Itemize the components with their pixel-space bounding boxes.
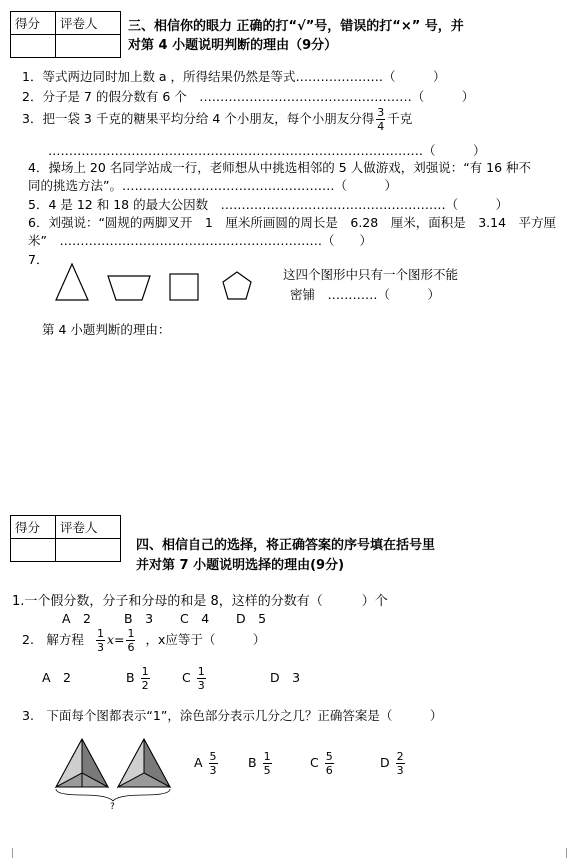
reason-label: 第 4 小题判断的理由： — [42, 322, 171, 337]
question-item: 6．刘强说：“圆规的两脚叉开 1 厘米所画圆的周长是 6.28 厘米，面积是 3.14 平方厘 — [28, 215, 557, 230]
option-c: C $\frac{5}{6}$ — [310, 750, 333, 777]
trapezoid-shape — [108, 276, 150, 300]
shapes-figure — [50, 262, 270, 304]
pentagon-shape — [223, 272, 251, 299]
score-label: 得分 — [11, 12, 56, 35]
question-continuation: 同的挑选方法”。……………………………………………（ ） — [28, 178, 397, 193]
fraction: $\frac{1}{3}$ — [197, 665, 205, 692]
triangle-figure — [56, 739, 108, 787]
score-cell[interactable] — [11, 35, 56, 58]
section-subtitle: 对第 4 小题说明判断的理由（9分） — [128, 38, 338, 53]
fraction: $\frac{1}{6}$ — [127, 627, 135, 654]
option-c: C 4 — [180, 611, 210, 626]
question-item — [22, 628, 265, 653]
score-cell[interactable] — [11, 539, 56, 562]
fraction: $\frac{5}{3}$ — [209, 750, 217, 777]
triangle-shape — [56, 264, 88, 300]
grader-cell[interactable] — [56, 35, 121, 58]
question-item: 3. 下面每个图都表示“1”，涂色部分表示几分之几？正确答案是（ ） — [22, 708, 443, 723]
fraction: $\frac{2}{3}$ — [396, 750, 404, 777]
question-item: 5．4 是 12 和 18 的最大公因数 ………………………………………………（ ） — [28, 197, 509, 212]
option-row — [42, 666, 300, 691]
question-text: ，x应等于（ ） — [145, 632, 266, 647]
page-edge-mark — [566, 848, 567, 858]
option-b: B $\frac{1}{5}$ — [248, 750, 271, 777]
question-continuation: 密铺 …………（ ） — [290, 287, 441, 302]
question-item: 2．分子是 7 的假分数有 6 个 ……………………………………………（ ） — [22, 89, 475, 104]
page-edge-mark — [12, 848, 13, 858]
fraction: $\frac{3}{4}$ — [377, 106, 385, 133]
reason-answer-area[interactable] — [42, 340, 542, 500]
option-b: B $\frac{1}{2}$ — [126, 665, 149, 692]
variable-x: x — [106, 632, 114, 647]
question-item: 1．等式两边同时加上数 a ，所得结果仍然是等式…………………（ ） — [22, 69, 446, 84]
question-label: 2. 解方程 — [22, 632, 84, 647]
fraction: $\frac{1}{2}$ — [141, 665, 149, 692]
brace-shape — [56, 789, 170, 801]
question-mark: ? — [110, 802, 115, 810]
option-row — [194, 751, 407, 776]
triangles-figure — [52, 735, 182, 810]
question-item: 1.一个假分数，分子和分母的和是 8，这样的分数有（ ）个 — [12, 594, 388, 609]
grader-label: 评卷人 — [56, 12, 121, 35]
option-row — [62, 609, 266, 627]
unit-text: 千克 — [387, 111, 413, 126]
option-b: B 3 — [124, 611, 154, 626]
section-title: 四、相信自己的选择，将正确答案的序号填在括号里 — [136, 538, 436, 553]
option-a: A $\frac{5}{3}$ — [194, 750, 217, 777]
square-shape — [170, 274, 198, 300]
fraction: $\frac{1}{3}$ — [96, 627, 104, 654]
option-d: D 3 — [270, 670, 301, 685]
score-table — [10, 515, 121, 562]
fraction: $\frac{5}{6}$ — [325, 750, 333, 777]
option-d: D 5 — [236, 611, 267, 626]
option-a: A 2 — [42, 670, 72, 685]
question-text: 3．把一袋 3 千克的糖果平均分给 4 个小朋友，每个小朋友分得 — [22, 111, 375, 126]
question-continuation: ………………………………………………………………………………（ ） — [48, 143, 486, 158]
score-label: 得分 — [11, 516, 56, 539]
question-number: 7． — [28, 252, 49, 267]
fraction: $\frac{1}{5}$ — [263, 750, 271, 777]
grader-cell[interactable] — [56, 539, 121, 562]
triangle-figure — [118, 739, 170, 787]
grader-label: 评卷人 — [56, 516, 121, 539]
section-subtitle: 并对第 7 小题说明选择的理由(9分) — [136, 558, 345, 573]
section-title: 三、相信你的眼力 正确的打“√”号，错误的打“×” 号，并 — [128, 19, 464, 34]
option-a: A 2 — [62, 611, 92, 626]
option-c: C $\frac{1}{3}$ — [182, 665, 205, 692]
question-text: 这四个图形中只有一个图形不能 — [283, 267, 459, 282]
equals-sign: = — [114, 632, 125, 647]
question-item — [22, 107, 412, 132]
option-d: D $\frac{2}{3}$ — [380, 750, 404, 777]
score-table — [10, 11, 121, 58]
question-item: 4．操场上 20 名同学站成一行，老师想从中挑选相邻的 5 人做游戏，刘强说：“有 16 种不 — [28, 160, 532, 175]
question-continuation: 米” ………………………………………………………（ ） — [28, 233, 372, 248]
